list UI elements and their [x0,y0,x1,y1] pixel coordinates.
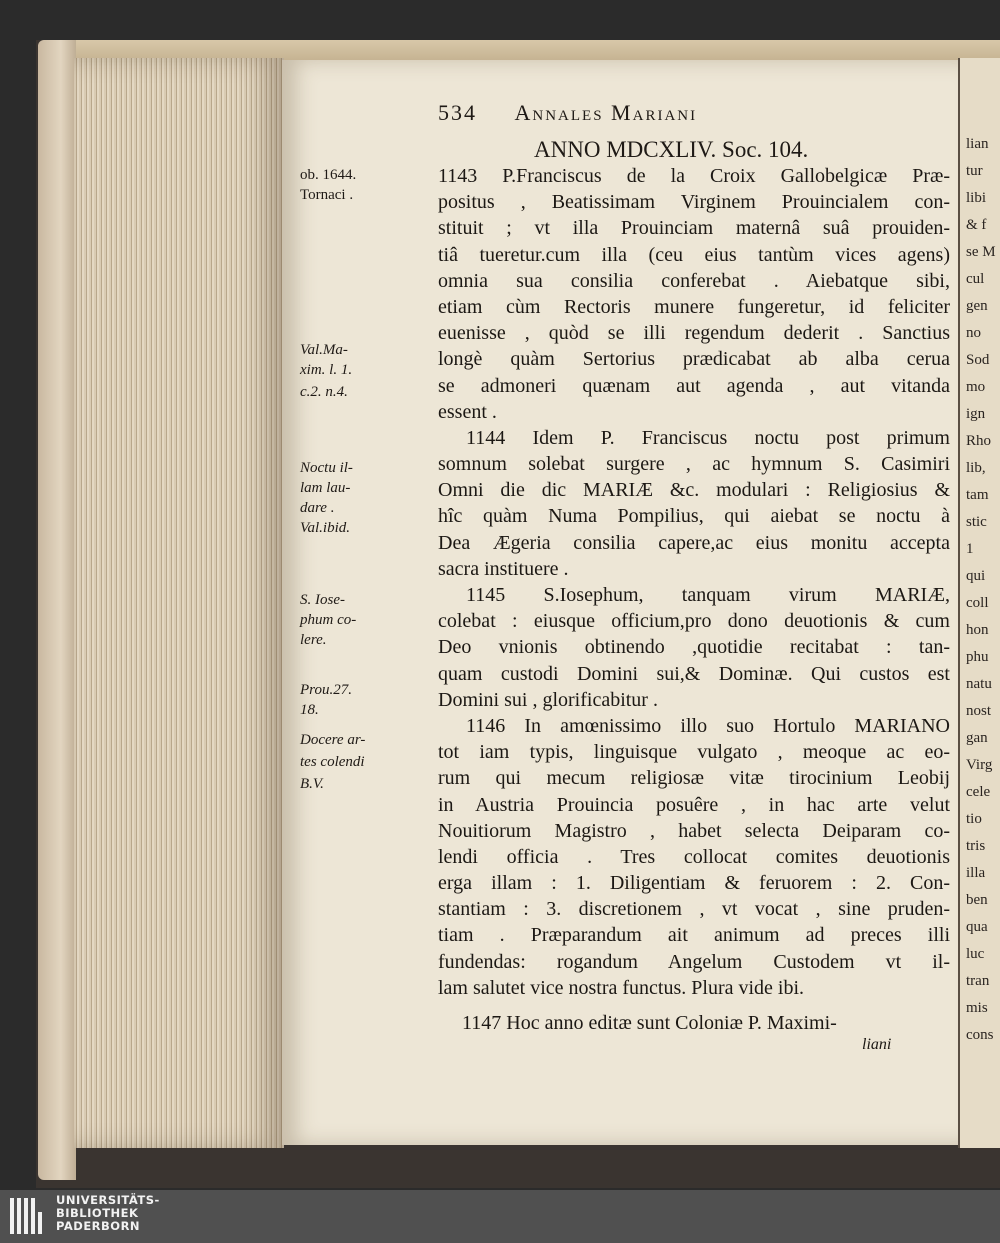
right-page-fragment: illa [966,865,986,881]
text-line: sacra instituere . [438,557,569,580]
text-line: lendi officia . Tres collocat comites deuotionis [438,845,950,868]
text-line: tiâ tueretur.cum illa (ceu eius tantùm vices agens) [438,243,950,266]
text-line: in Austria Prouincia posuêre , in hac arte velut [438,793,950,816]
right-page-fragment: no [966,325,981,341]
text-line: Domini sui , glorificabitur . [438,688,658,711]
right-page-fragment: hon [966,622,989,638]
right-page-fragment: ben [966,892,988,908]
text-line: Omni die dic MARIÆ &c. modulari : Religiosius & [438,479,950,502]
library-logo-icon [8,1196,48,1236]
text-line: rum qui mecum religiosæ vitæ tirocinium Leobij [438,767,950,790]
book-cover-edge [38,40,76,1180]
margin-note: c.2. n.4. [300,384,348,400]
right-page-fragment: tio [966,811,982,827]
text-line: erga illam : 1. Diligentiam & feruorem : 2. Con- [438,872,950,895]
right-page-fragment: 1 [966,541,974,557]
right-page-fragment: gan [966,730,988,746]
margin-note: lam lau- [300,480,351,496]
margin-note: 18. [300,702,319,718]
text-line: omnia sua consilia conferebat . Aiebatque sibi, [438,269,950,292]
margin-note: Val.ibid. [300,520,351,536]
running-title: Annales Mariani [514,100,698,125]
margin-note: lere. [300,632,327,648]
right-page-fragment: & f [966,217,987,233]
right-page-fragment: ign [966,406,986,422]
right-page-fragment: luc [966,946,985,962]
text-line: lam salutet vice nostra functus. Plura vide ibi. [438,976,805,999]
text-line: stantiam : 3. discretionem , vt vocat , sine pruden- [438,898,950,921]
library-name [56,1194,160,1233]
library-line-1: UNIVERSITÄTS- [56,1193,160,1207]
right-page-fragment: qua [966,919,988,935]
margin-note: dare . [300,500,335,516]
text-line: fundendas: rogandum Angelum Custodem vt il- [438,950,950,973]
right-page-fragment: tris [966,838,986,854]
text-line: Deo vnionis obtinendo ,quotidie recitabat : tan- [438,636,950,659]
text-line: etiam cùm Rectoris munere fungeretur, id feliciter [438,295,950,318]
library-line-3: PADERBORN [56,1219,141,1233]
right-page-fragment: natu [966,676,992,692]
text-line: hîc quàm Numa Pompilius, qui aiebat se noctu à [438,505,950,528]
right-page [958,58,1000,1148]
text-line: longè quàm Sertorius prædicabat ab alba cerua [438,348,950,371]
margin-note: Val.Ma- [300,342,348,358]
right-page-fragment: mis [966,1000,988,1016]
right-page-fragment: Sod [966,352,990,368]
margin-note: tes colendi [300,754,365,770]
right-page-fragment: cele [966,784,991,800]
text-line: essent . [438,400,497,423]
margin-note: xim. l. 1. [300,362,353,378]
margin-note: phum co- [300,612,357,628]
margin-note: Noctu il- [300,460,353,476]
footer-line: 1147 Hoc anno editæ sunt Coloniæ P. Maximi- [462,1012,837,1034]
right-page-fragment: lian [966,136,989,152]
right-page-fragment: tur [966,163,983,179]
margin-note: Docere ar- [300,732,366,748]
right-page-fragment: tam [966,487,989,503]
text-line: tot iam typis, linguisque vulgato , meoque ac eo- [438,741,950,764]
text-line: 1144 Idem P. Franciscus noctu post primum [466,426,950,449]
right-page-fragment: Rho [966,433,992,449]
text-line: 1143 P.Franciscus de la Croix Gallobelgicæ Præ- [438,165,950,187]
margin-note: S. Iose- [300,592,345,608]
margin-note: ob. 1644. [300,167,357,183]
right-page-fragment: se M [966,244,996,260]
right-page-fragment: Virg [966,757,993,773]
text-line: stituit ; vt illa Prouinciam maternâ suâ prouiden- [438,217,950,240]
text-line: positus , Beatissimam Virginem Prouincialem con- [438,191,950,214]
text-line: 1145 S.Iosephum, tanquam virum MARIÆ, [466,584,950,606]
page-edges [74,58,284,1148]
right-page-fragment: phu [966,649,989,665]
right-page-fragment: nost [966,703,992,719]
text-line: euenisse , quòd se illi regendum dederit . Sanctius [438,322,950,345]
right-page-fragment: stic [966,514,987,530]
text-line: se admoneri quænam aut agenda , aut vitanda [438,374,950,397]
margin-note: B.V. [300,776,324,792]
catchword: liani [862,1036,892,1053]
text-line: quam custodi Domini sui,& Dominæ. Qui custos est [438,662,950,685]
right-page-fragment: cul [966,271,985,287]
text-line: Dea Ægeria consilia capere,ac eius monitu accepta [438,531,950,554]
year-heading: ANNO MDCXLIV. Soc. 104. [534,137,809,162]
margin-note: Prou.27. [300,682,352,698]
text-block [438,163,950,1001]
right-page-fragment: cons [966,1027,994,1043]
text-line: 1146 In amœnissimo illo suo Hortulo MARIANO [466,714,950,737]
running-header [438,100,697,126]
right-page-fragment: gen [966,298,988,314]
library-line-2: BIBLIOTHEK [56,1206,139,1220]
right-page-fragment: libi [966,190,987,206]
right-page-fragment: coll [966,595,989,611]
text-line: tiam . Præparandum ait animum ad preces illi [438,924,950,947]
page-number: 534 [438,100,477,125]
right-page-fragment: mo [966,379,986,395]
text-line: colebat : eiusque officium,pro dono deuotionis & cum [438,610,950,633]
text-line: somnum solebat surgere , ac hymnum S. Casimiri [438,453,950,476]
right-page-fragment: lib, [966,460,986,476]
library-bar [0,1190,1000,1243]
text-line: Nouitiorum Magistro , habet selecta Deiparam co- [438,819,950,842]
right-page-fragment: qui [966,568,986,584]
margin-note: Tornaci . [300,187,354,203]
right-page-fragment: tran [966,973,990,989]
